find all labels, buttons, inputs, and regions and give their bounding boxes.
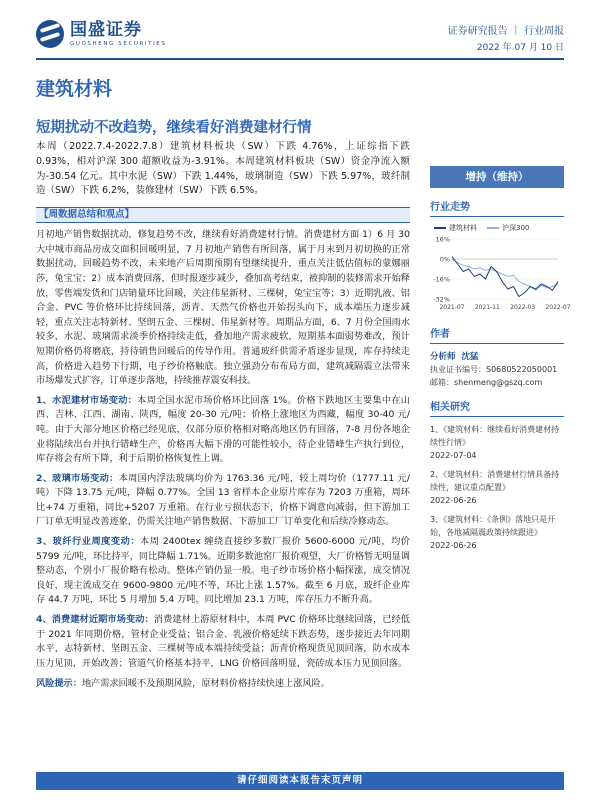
sidebar [430, 166, 571, 552]
analyst [430, 350, 564, 362]
summary-item-lead: 2、玻璃市场变动： [36, 472, 119, 484]
report-date: 2022 年 07 月 10 日 [476, 43, 564, 53]
risk-text: 地产需求回暖不及预期风险，原材料价格持续快速上涨风险。 [81, 678, 330, 690]
related-item-date: 2022-07-04 [430, 451, 477, 460]
legend-label: 沪深300 [502, 224, 530, 232]
legend-swatch [487, 227, 499, 229]
legend-item [434, 223, 477, 233]
related-item-date: 2022-06-26 [430, 496, 477, 505]
related-item[interactable] [430, 513, 564, 552]
report-headline: 短期扰动不改趋势，继续看好消费建材行情 [36, 120, 312, 136]
risk-warning [36, 677, 410, 692]
summary-item [36, 613, 410, 671]
analyst-label: 分析师 [430, 352, 456, 362]
summary-item [36, 394, 410, 467]
legend-item [487, 223, 529, 233]
summary-item-text: 本周 2400tex 缠绕直接纱多数厂报价 5600-6000 元/吨，均价 5799 元/吨，环比持平，同比降幅 1.71%。近期多数池窑厂报价观望，大厂价格暂无明显调整动态，个别小厂报价略有松动。整体产销仍显一般。电子纱市场价格小幅探涨，成交情况良好，现主流成交在 9600-9800 元/吨不等，环比上涨 1.57%。截至 6 月底，玻纤企业库存 44.7 万吨，环比 5 月增加 5.4 万吨，同比增加 23.1 万吨，库存压力不断升高。 [36, 536, 410, 606]
x-tick-label: 2022-07 [545, 304, 571, 311]
related-section-title: 相关研究 [430, 398, 564, 417]
summary-item-text: 本周国内浮法玻璃均价为 1763.36 元/吨，较上周均价（1777.11 元/吨）下降 13.75 元/吨，降幅 0.77%。全国 13 省样本企业原片库存为 7203 万重箱，周环比+74 万重箱，同比+5207 万重箱。在行业亏损状态下，价格下调意向减弱，但下游加工厂订单无明显改善迹象，仍需关注地产销售数据、下游加工厂订单变化和后续冷修动态。 [36, 472, 410, 528]
x-tick-label: 2021-11 [474, 304, 500, 311]
author-section-title: 作者 [430, 325, 564, 344]
header-divider [36, 58, 564, 60]
page-footer: 请仔细阅读本报告末页声明 [36, 772, 564, 790]
report-type: 证券研究报告 ｜ 行业周报 [447, 26, 564, 37]
main-column [36, 140, 410, 692]
legend-label: 建筑材料 [449, 224, 477, 232]
analyst-license: 执业证书编号：S0680522050001 [430, 365, 558, 374]
series-line [452, 257, 558, 297]
trend-section-title: 行业走势 [430, 198, 564, 217]
brand-name-en: GUOSHENG SECURITIES [70, 41, 167, 47]
brand-name: 国盛证券 [70, 20, 142, 40]
y-tick-label: 0% [439, 255, 450, 264]
summary-section-title: 【周数据总结和观点】 [36, 207, 410, 223]
related-item-title[interactable]: 3、《建筑材料：《条例》落地只是开始，各地减隔震政策持续跟进》 [430, 515, 556, 537]
related-item-title[interactable]: 1、《建筑材料：继续看好消费建材持续性行情》 [430, 425, 560, 447]
summary-item-lead: 3、玻纤行业周度变动： [36, 536, 141, 548]
trend-chart [430, 223, 571, 315]
brand-logo-icon [36, 20, 64, 48]
report-header [0, 0, 600, 62]
x-tick-label: 2021-07 [439, 304, 465, 311]
summary-item-lead: 4、消费建材近期市场变动： [36, 614, 154, 626]
summary-item-lead: 1、水泥建材市场变动： [36, 394, 138, 406]
summary-item-text: 消费建材上游原材料中，本周 PVC 价格环比继续回落，已经低于 2021 年同期价格，管材企业受益；铝合金、乳液价格延续下跌态势，逐步接近去年同期水平，志特新材、坚朗五金、三棵树等成本端持续受益；沥青价格现货见顶回落，防水成本压力见顶，开始改善；管道气价格基本持平，LNG 价格回落明显，瓷砖成本压力见顶回落。 [36, 614, 410, 669]
analyst-email[interactable]: 邮箱：shenmeng@gszq.com [430, 378, 543, 387]
related-item[interactable] [430, 468, 564, 507]
summary-item [36, 228, 410, 389]
intro-paragraph: 本周（2022.7.4-2022.7.8）建筑材料板块（SW）下跌 4.76%，上证综指下跌 0.93%，相对沪深 300 超额收益为-3.91%。本周建筑材料板块（SW）资金净流入额为-30.54 亿元。其中水泥（SW）下跌 1.44%，玻璃制造（SW）下跌 5.97%，玻纤制造（SW）下跌 6.2%，装修建材（SW）下跌 6.5%。 [36, 141, 410, 197]
summary-item [36, 472, 410, 530]
risk-label: 风险提示： [36, 678, 82, 690]
summary-item-text: 本周全国水泥市场价格环比回落 1%。价格下跌地区主要集中在山西、吉林、江西、湖南、陕西，幅度 20-30 元/吨；价格上涨地区为西藏，幅度 30-40 元/吨。由于大部分地区价格已经见底，仅部分原价格相对略高地区仍有回落，7-8 月份各地企业将陆续出台并执行错峰生产，价格再大幅下滑的可能性较小，待企业错峰生产执行到位，库存将会有所下降，利于后期价格恢复性上调。 [36, 394, 410, 465]
industry-title: 建筑材料 [36, 78, 113, 100]
legend-swatch [434, 227, 446, 229]
related-item-date: 2022-06-26 [430, 541, 477, 550]
chart-legend [434, 223, 564, 233]
summary-item-text: 月初地产销售数据扰动，修复趋势不改，继续看好消费建材行情。消费建材方面 1）6 月 30 大中城市商品房成交面积回暖明显，7 月初地产销售有所回落，属于月末到月初切换的正常数据扰动，回暖趋势不改，未来地产后周期预期有望继续提升，重点关注低估值标的蒙娜丽莎，兔宝宝；2）成本消费回落，但时报逐步减少，叠加高考结束，被抑制的装修需求开始释放，零售端发货和门店销量环比回暖，关注伟星新材、三棵树，兔宝宝等；3）近期乳液、铝合金、PVC 等价格环比持续回落，沥青、天然气价格也开始拐头向下，成本端压力逐步减轻，重点关注志特新材、坚朗五金、三棵树、伟星新材等。周期品方面，6、7 月份全国雨水较多，水泥、玻璃需求淡季价格持续走低，叠加地产需求疲软，短期基本面弱势难改，预计短期价格仍将磨底，持待销售回暖后的传导作用。普通玻纤供需矛盾逐步显现，库存持续走高，价格进入趋势下行期，电子纱价格触底。独立强劲分布布局方面，建筑减隔震立法带来市场爆发式扩容，订单逐步落地，持续推荐震安科技。 [36, 229, 410, 387]
analyst-name: 沈猛 [461, 352, 479, 362]
related-list [430, 423, 564, 552]
y-tick-label: 16% [435, 235, 450, 244]
y-tick-label: -16% [433, 275, 450, 284]
trend-chart-svg [430, 233, 571, 315]
brand-logo [36, 20, 166, 48]
summary-item [36, 535, 410, 608]
summary-items [36, 228, 410, 671]
rating-badge: 增持（维持） [430, 166, 564, 188]
y-tick-label: -32% [433, 295, 450, 304]
related-item[interactable] [430, 423, 564, 462]
x-tick-label: 2022-03 [510, 304, 536, 311]
related-item-title[interactable]: 2、《建筑材料：消费建材行情具备持续性，建议重点配置》 [430, 470, 560, 492]
